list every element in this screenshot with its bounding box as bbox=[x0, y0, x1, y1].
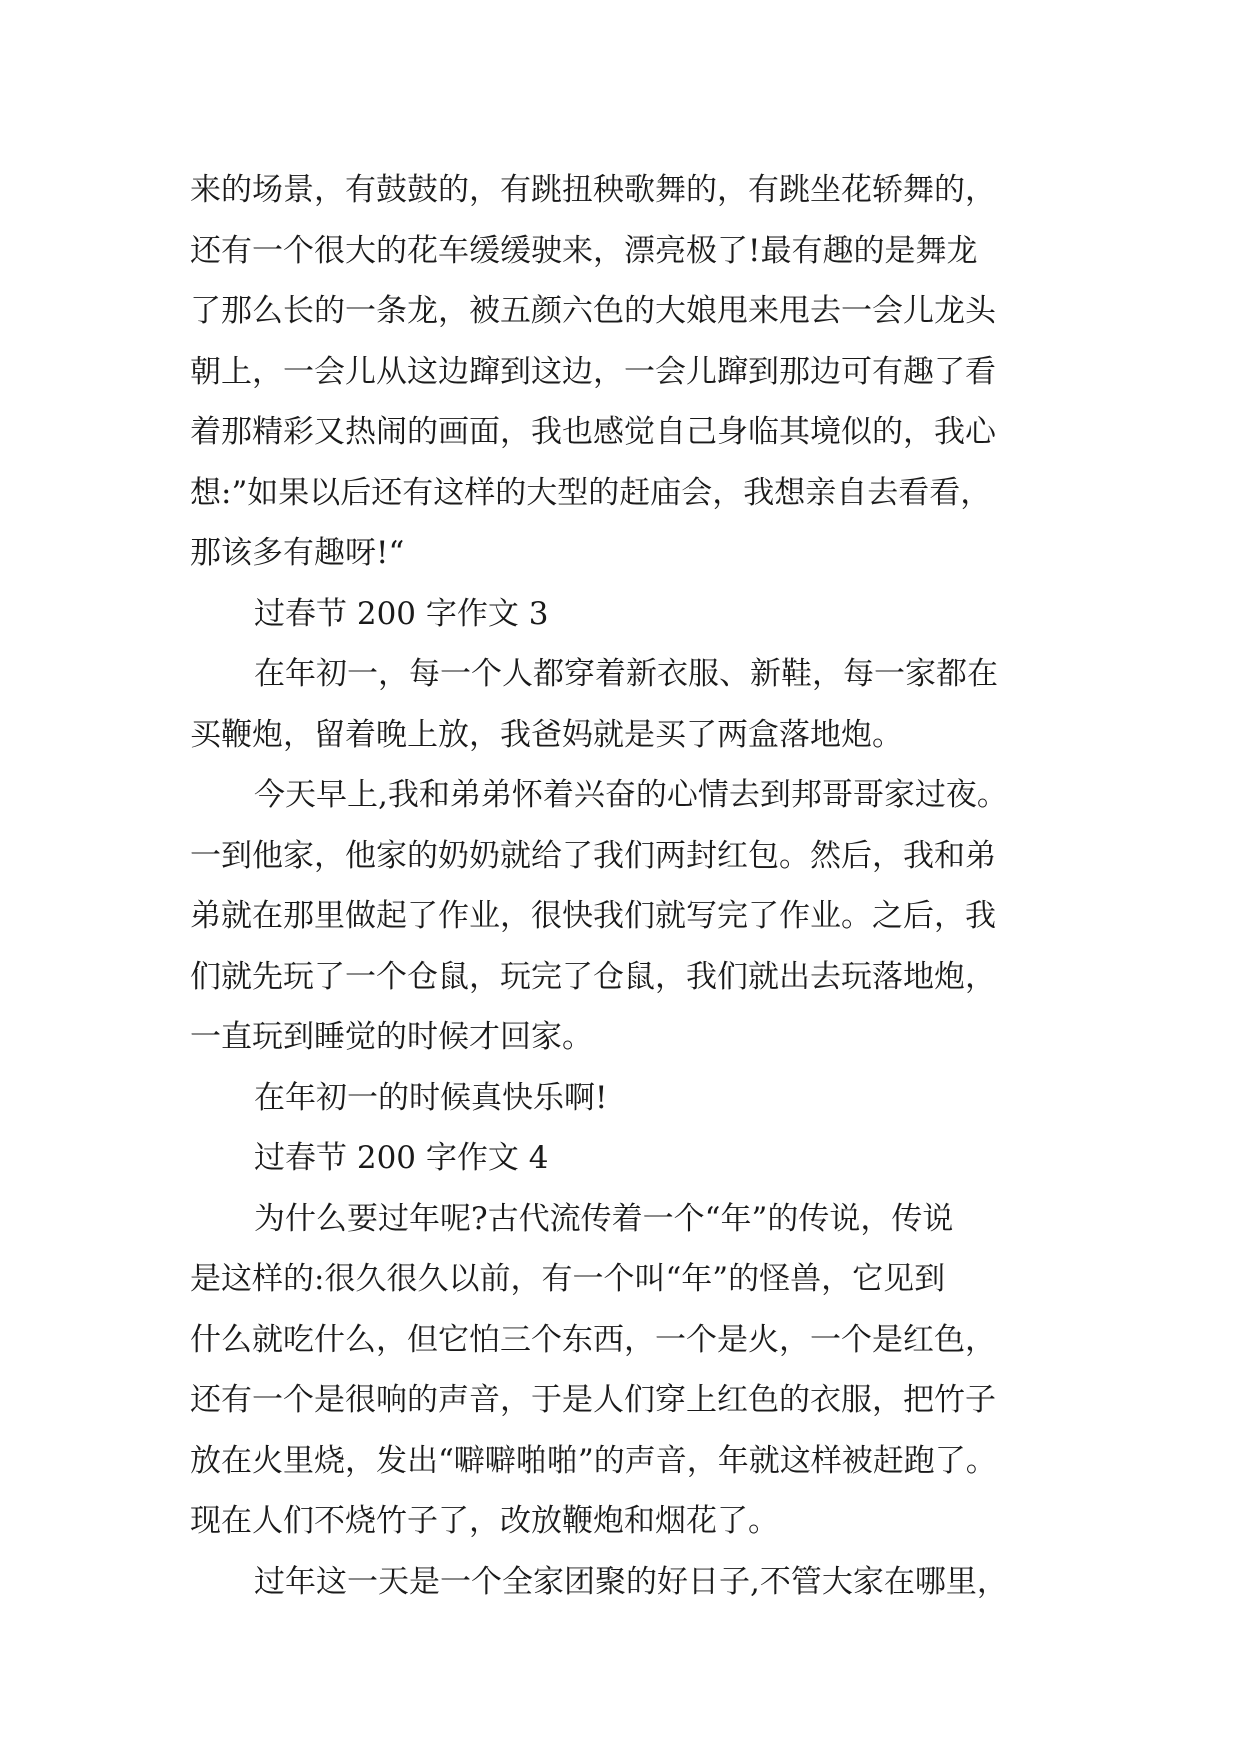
text-line: 弟就在那里做起了作业，很快我们就写完了作业。之后，我 bbox=[190, 898, 996, 934]
section-heading: 过春节 200 字作文 4 bbox=[254, 1140, 549, 1176]
text-line: 了那么长的一条龙，被五颜六色的大娘甩来甩去一会儿龙头 bbox=[190, 293, 996, 329]
text-line: 现在人们不烧竹子了，改放鞭炮和烟花了。 bbox=[190, 1503, 779, 1539]
section-heading: 过春节 200 字作文 3 bbox=[254, 595, 549, 632]
text-line: 在年初一的时候真快乐啊! bbox=[254, 1079, 608, 1116]
text-line: 还有一个是很响的声音，于是人们穿上红色的衣服，把竹子 bbox=[190, 1382, 996, 1418]
text-line: 还有一个很大的花车缓缓驶来，漂亮极了!最有趣的是舞龙 bbox=[190, 232, 978, 269]
text-line: 一到他家，他家的奶奶就给了我们两封红包。然后，我和弟 bbox=[190, 837, 996, 874]
text-line: 们就先玩了一个仓鼠，玩完了仓鼠，我们就出去玩落地炮， bbox=[190, 958, 996, 995]
text-line: 为什么要过年呢?古代流传着一个“年”的传说，传说 bbox=[254, 1200, 954, 1237]
text-line: 什么就吃什么，但它怕三个东西，一个是火，一个是红色， bbox=[190, 1321, 996, 1358]
text-line: 着那精彩又热闹的画面，我也感觉自己身临其境似的，我心 bbox=[190, 414, 996, 450]
text-line: 来的场景，有鼓鼓的，有跳扭秧歌舞的，有跳坐花轿舞的， bbox=[190, 172, 996, 208]
text-line: 买鞭炮，留着晚上放，我爸妈就是买了两盒落地炮。 bbox=[190, 716, 903, 753]
text-line: 朝上，一会儿从这边蹿到这边，一会儿蹿到那边可有趣了看 bbox=[190, 353, 996, 390]
text-line: 一直玩到睡觉的时候才回家。 bbox=[190, 1019, 593, 1055]
text-line: 今天早上,我和弟弟怀着兴奋的心情去到邦哥哥家过夜。 bbox=[254, 777, 1008, 813]
text-line: 放在火里烧，发出“噼噼啪啪”的声音，年就这样被赶跑了。 bbox=[190, 1442, 997, 1479]
text-line: 是这样的:很久很久以前，有一个叫“年”的怪兽，它见到 bbox=[190, 1261, 946, 1297]
text-line: 在年初一，每一个人都穿着新衣服、新鞋，每一家都在 bbox=[254, 656, 998, 692]
text-line: 那该多有趣呀!“ bbox=[190, 535, 405, 571]
document-page bbox=[190, 160, 1070, 1612]
text-line: 过年这一天是一个全家团聚的好日子,不管大家在哪里， bbox=[254, 1563, 1008, 1600]
text-line: 想:”如果以后还有这样的大型的赶庙会，我想亲自去看看， bbox=[190, 474, 992, 511]
